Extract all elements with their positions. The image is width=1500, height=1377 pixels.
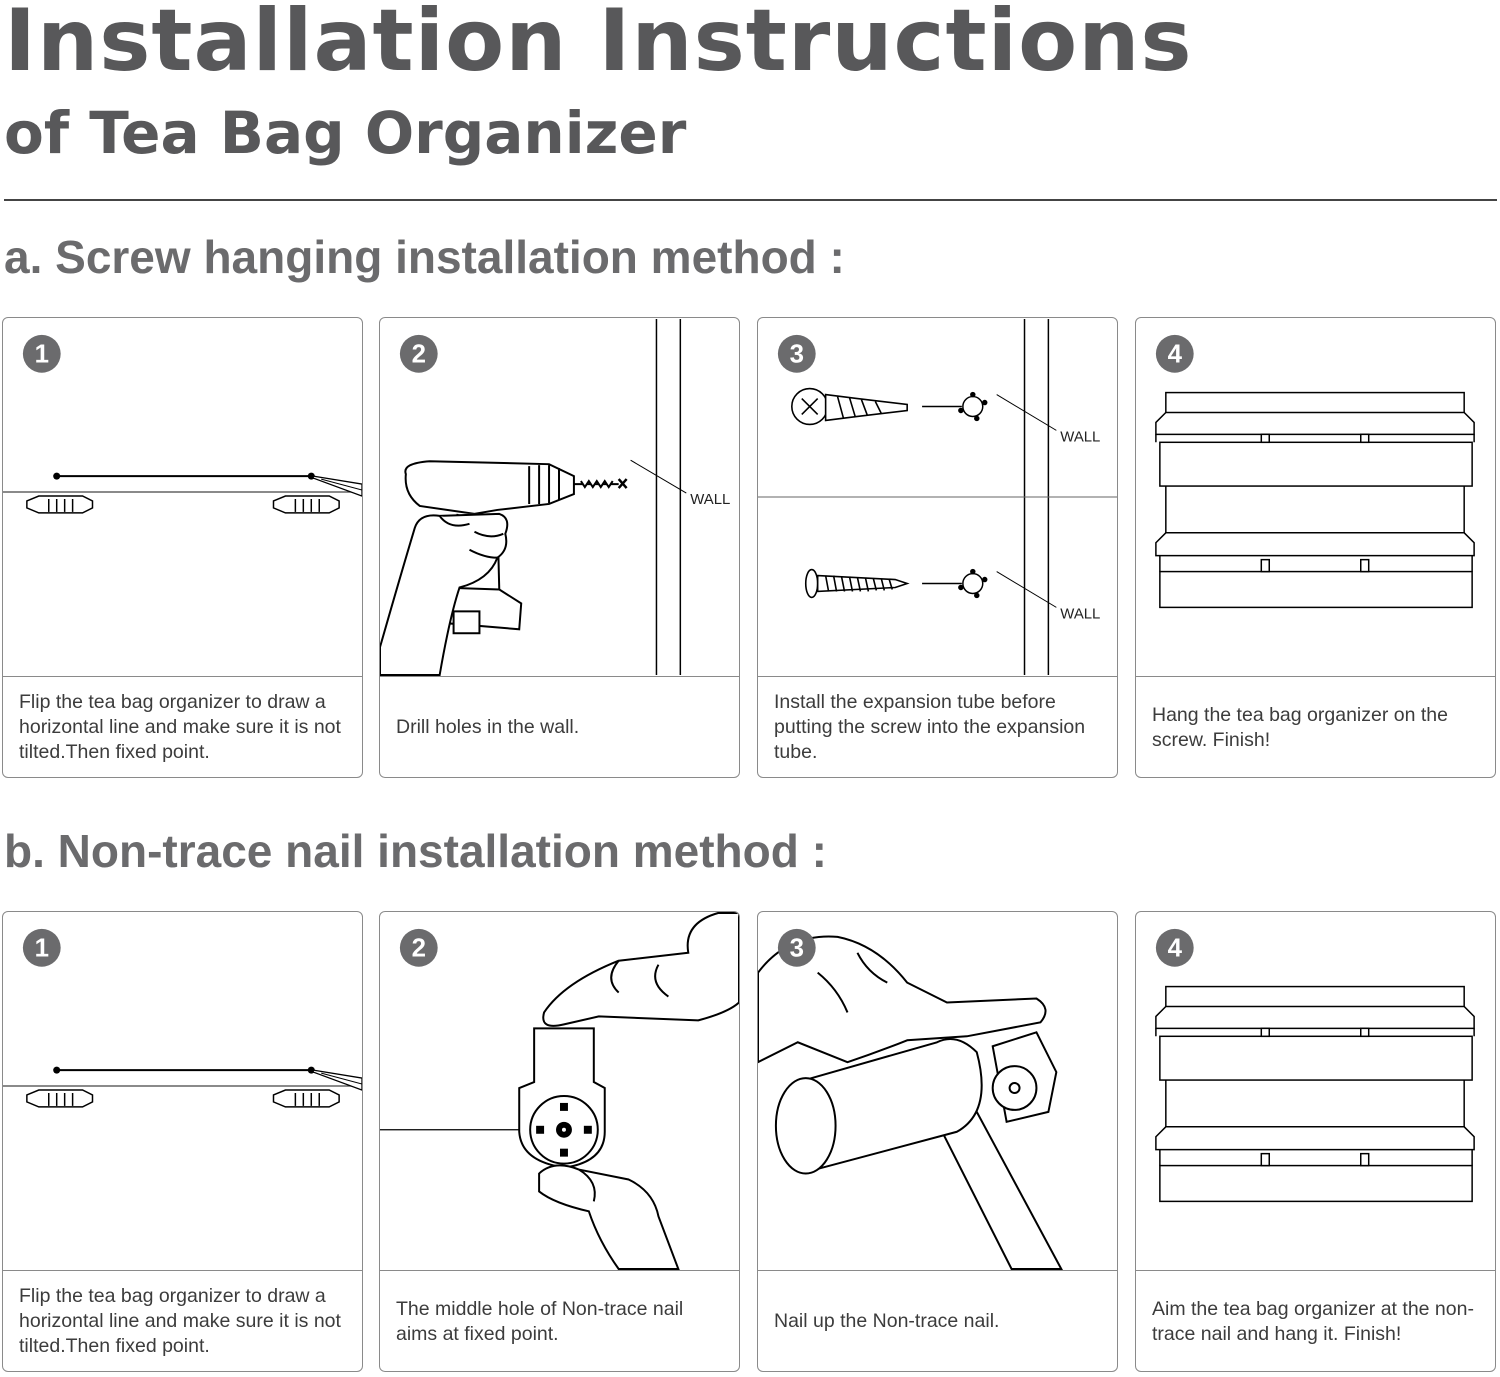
nail-icon	[993, 1032, 1057, 1122]
step-badge	[1156, 929, 1194, 967]
section-b-title: b. Non-trace nail installation method :	[4, 825, 827, 877]
step-caption: Drill holes in the wall.	[396, 716, 580, 738]
expansion-tube-icon	[792, 389, 907, 425]
header-divider	[4, 199, 1497, 201]
wall-label: WALL	[690, 491, 731, 508]
screw-icon	[806, 570, 907, 598]
step-a3-card	[757, 317, 1118, 778]
page-title: Installation Instructions	[4, 0, 1193, 91]
step-badge	[400, 929, 438, 967]
bracket-icon	[27, 496, 93, 513]
hand-icon	[539, 1165, 678, 1269]
step-caption: Flip the tea bag organizer to draw a horizontal line and make sure it is not tilted.Then fixed point.	[19, 1285, 341, 1357]
step-number: 4	[1167, 340, 1182, 369]
step-caption: Install the expansion tube before putting the screw into the expansion tube.	[774, 691, 1086, 763]
step-number: 3	[789, 934, 804, 963]
step-a2-card	[379, 317, 740, 778]
step-badge	[23, 929, 61, 967]
hand-icon	[543, 913, 739, 1026]
step-number: 2	[411, 934, 426, 963]
step-b3-card	[757, 911, 1118, 1372]
hole-marker	[959, 393, 987, 421]
step-b4-illustration	[1136, 912, 1495, 1271]
step-a4-card	[1135, 317, 1496, 778]
step-badge	[400, 335, 438, 373]
step-badge	[23, 335, 61, 373]
pencil-icon	[313, 1070, 362, 1090]
page-subtitle: of Tea Bag Organizer	[4, 99, 687, 167]
step-b4-card	[1135, 911, 1496, 1372]
step-b2-card	[379, 911, 740, 1372]
wall-label: WALL	[1060, 606, 1101, 623]
step-caption: Hang the tea bag organizer on the screw. Finish!	[1152, 703, 1448, 751]
step-b1-card	[2, 911, 363, 1372]
step-a4-illustration	[1136, 318, 1495, 677]
step-badge	[778, 929, 816, 967]
step-number: 2	[411, 340, 426, 369]
nail-icon	[519, 1028, 605, 1167]
step-number: 3	[789, 340, 804, 369]
step-b2-illustration	[380, 912, 739, 1271]
step-a1-illustration	[3, 318, 362, 677]
wall-label: WALL	[1060, 429, 1101, 446]
step-number: 1	[34, 934, 49, 963]
step-a2-illustration	[380, 318, 739, 677]
bracket-icon	[27, 1090, 93, 1107]
hole-marker	[959, 570, 987, 598]
bracket-icon	[273, 1090, 339, 1107]
bracket-icon	[273, 496, 339, 513]
step-number: 4	[1167, 934, 1182, 963]
pencil-icon	[313, 476, 362, 496]
step-badge	[778, 335, 816, 373]
section-a-title: a. Screw hanging installation method :	[4, 231, 845, 283]
step-a1-card	[2, 317, 363, 778]
step-a3-illustration	[758, 318, 1117, 677]
step-caption: Nail up the Non-trace nail.	[774, 1310, 1000, 1332]
step-b3-illustration	[758, 912, 1117, 1271]
organizer-icon	[1156, 987, 1474, 1202]
step-badge	[1156, 335, 1194, 373]
organizer-icon	[1156, 393, 1474, 608]
step-number: 1	[34, 340, 49, 369]
step-caption: The middle hole of Non-trace nail aims at fixed point.	[396, 1297, 684, 1345]
step-caption: Aim the tea bag organizer at the non-trace nail and hang it. Finish!	[1152, 1297, 1474, 1345]
step-b1-illustration	[3, 912, 362, 1271]
step-caption: Flip the tea bag organizer to draw a horizontal line and make sure it is not tilted.Then fixed point.	[19, 691, 341, 763]
